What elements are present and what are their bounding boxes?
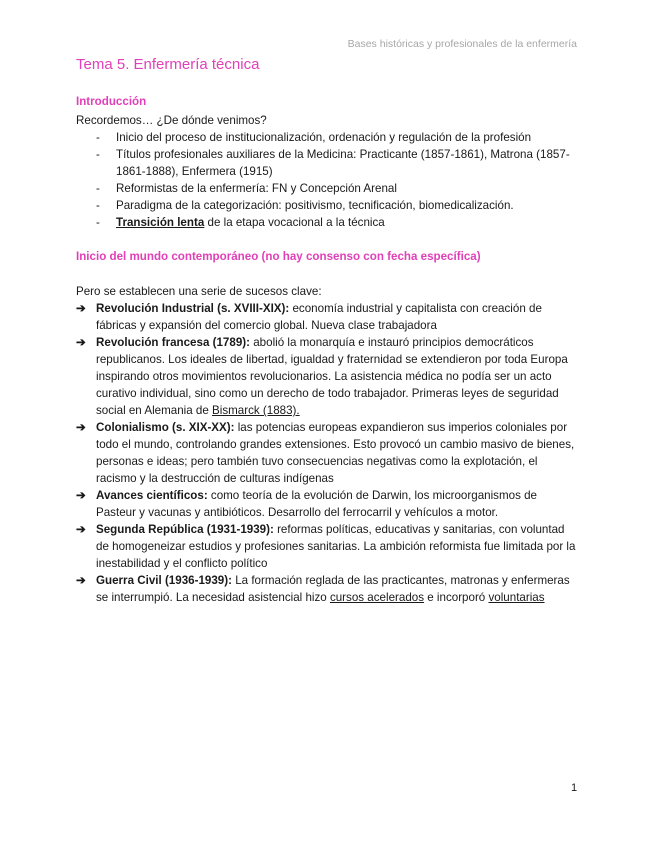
event-item — [76, 300, 578, 334]
event-title: Revolución francesa (1789): — [96, 336, 250, 349]
event-title: Guerra Civil (1936-1939): — [96, 574, 232, 587]
event-title: Revolución Industrial (s. XVIII-XIX): — [96, 302, 290, 315]
event-text: como teoría de la evolución de Darwin, los microorganismos de Pasteur y vacunas y antibióticos. Desarrollo del ferrocarril y vehículos a motor. — [96, 489, 537, 519]
running-header: Bases históricas y profesionales de la enfermería — [347, 38, 577, 50]
event-text: La formación reglada de las practicantes, matronas y enfermeras se interrumpió. La necesidad asistencial hizo — [96, 574, 570, 604]
introduction-item-text: Títulos profesionales auxiliares de la Medicina: Practicante (1857-1861), Matrona (1857-1861-1888), Enfermera (1915) — [116, 148, 570, 178]
dash-bullet: - — [96, 182, 100, 195]
event-item — [76, 334, 578, 419]
dash-bullet: - — [96, 199, 100, 212]
underlined-text: voluntarias — [488, 591, 545, 604]
arrow-bullet-icon: ➔ — [76, 336, 86, 349]
arrow-bullet-icon: ➔ — [76, 574, 86, 587]
introduction-item-text: Paradigma de la categorización: positivismo, tecnificación, biomedicalización. — [116, 199, 514, 212]
event-text: abolió la monarquía e instauró principios democráticos republicanos. Los ideales de libertad, igualdad y fraternidad se extendieron por toda Europa inspirando otros movimientos revolucionarios. La asistencia médica no podía ser un acto curativo individual, sino como un derecho de todo trabajador. Primeras leyes de seguridad social en Alemania de — [96, 336, 568, 417]
underlined-text: cursos acelerados — [329, 591, 425, 604]
page-number: 1 — [571, 782, 578, 794]
event-title: Colonialismo (s. XIX-XX): — [96, 421, 235, 434]
introduction-heading: Introducción — [76, 95, 147, 108]
dash-bullet: - — [96, 216, 100, 229]
page-content — [76, 52, 578, 606]
arrow-bullet-icon: ➔ — [76, 523, 86, 536]
underlined-text: Bismarck (1883). — [212, 404, 300, 417]
introduction-item — [76, 180, 578, 197]
introduction-item-text: de la etapa vocacional a la técnica — [204, 216, 385, 229]
arrow-bullet-icon: ➔ — [76, 302, 86, 315]
contemporary-lead: Pero se establecen una serie de sucesos clave: — [76, 285, 322, 298]
introduction-item — [76, 197, 578, 214]
event-item — [76, 572, 578, 606]
contemporary-heading: Inicio del mundo contemporáneo (no hay consenso con fecha específica) — [76, 250, 481, 263]
introduction-item-text: Reformistas de la enfermería: FN y Concepción Arenal — [116, 182, 397, 195]
event-item — [76, 521, 578, 572]
event-text: e incorporó — [424, 591, 489, 604]
introduction-lead: Recordemos… ¿De dónde venimos? — [76, 114, 267, 127]
introduction-item — [76, 129, 578, 146]
emphasis-text: Transición lenta — [116, 216, 205, 229]
introduction-item — [76, 146, 578, 180]
document-title: Tema 5. Enfermería técnica — [76, 56, 260, 73]
event-text: economía industrial y capitalista con creación de fábricas y expansión del comercio global. Nueva clase trabajadora — [96, 302, 542, 332]
event-item — [76, 487, 578, 521]
introduction-item — [76, 214, 578, 231]
event-text: reformas políticas, educativas y sanitarias, con voluntad de homogeneizar estudios y profesiones sanitarias. La ambición reformista fue limitada por la inestabilidad y el conflicto político — [96, 523, 576, 570]
event-title: Segunda República (1931-1939): — [96, 523, 274, 536]
events-list — [76, 300, 578, 606]
event-title: Avances científicos: — [96, 489, 208, 502]
introduction-item-text: Inicio del proceso de institucionalización, ordenación y regulación de la profesión — [116, 131, 532, 144]
introduction-list — [76, 129, 578, 231]
event-text: las potencias europeas expandieron sus imperios coloniales por todo el mundo, controlando grandes extensiones. Esto provocó un cambio masivo de bienes, personas e ideas; pero también tuvo consecuencias negativas como la explotación, el racismo y la destrucción de culturas indígenas — [96, 421, 575, 485]
dash-bullet: - — [96, 131, 100, 144]
arrow-bullet-icon: ➔ — [76, 489, 86, 502]
event-item — [76, 419, 578, 487]
dash-bullet: - — [96, 148, 100, 161]
arrow-bullet-icon: ➔ — [76, 421, 86, 434]
